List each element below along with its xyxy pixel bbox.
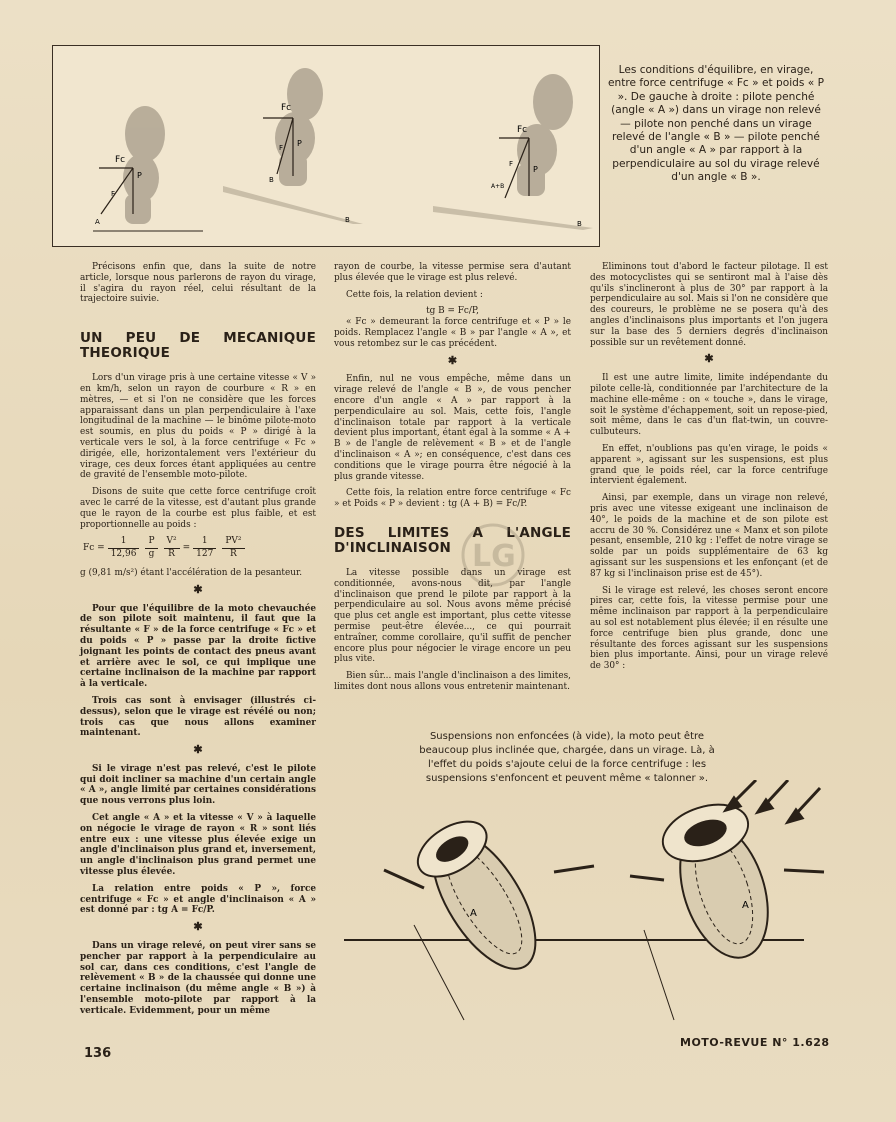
issue-footer: MOTO-REVUE N° 1.628 bbox=[680, 1036, 830, 1049]
col1-p6: Si le virage n'est pas relevé, c'est le pilote qui doit incliner sa machine d'un certain angle « A », angle limité par certaines considérations que nous verrons plus loin. bbox=[80, 763, 316, 807]
column-1 bbox=[80, 262, 316, 1023]
col3-p5: Si le virage est relevé, les choses seront encore pires car, cette fois, la vitesse permise pour une même inclinaison par rapport à la perpendiculaire au sol est notablement plus élevée; il en résulte une force centrifuge bien plus grande, donc une résultante des forces agissant sur les suspensions bien plus importante. Ainsi, pour un virage relevé de 30° : bbox=[590, 585, 828, 672]
column-2 bbox=[334, 262, 571, 699]
formula-t1-num: 1 bbox=[108, 536, 140, 548]
col3-p2: Il est une autre limite, limite indépendante du pilote celle-là, conditionnée par l'architecture de la machine elle-même : on « touche », dans le virage, soit le système d'échappement, soit un repose-pied, soit même, dans le cas d'un flat-twin, un couvre-culbuteurs. bbox=[590, 373, 828, 438]
separator-star-4: ✱ bbox=[447, 353, 458, 367]
formula-t5-num: PV² bbox=[222, 536, 244, 548]
col1-p1: Lors d'un virage pris à une certaine vitesse « V » en km/h, selon un rayon de courbure « R » en mètres, — et si l'on ne considère que les forces apparaissant dans un plan perpendiculaire à l'axe longitudinal de la machine — le binôme pilote-moto est soumis, en plus du poids « P » dirigé à la verticale vers le sol, à la force centrifuge « Fc » dirigée, elle, horizontalement vers l'extérieur du virage, ces deux forces étant appliquées au centre de gravité de l'ensemble moto-pilote. bbox=[80, 373, 316, 481]
formula-t3-num: V² bbox=[164, 536, 180, 548]
angle-line-right bbox=[644, 930, 674, 1020]
tyre-unloaded bbox=[408, 810, 557, 986]
centrifugal-formula bbox=[80, 536, 316, 560]
label-fc-2: Fc bbox=[281, 103, 292, 113]
label-b-road-2: B bbox=[345, 216, 350, 224]
label-p-3: P bbox=[533, 165, 538, 174]
formula-t2-num: P bbox=[145, 536, 157, 548]
label-b-2: B bbox=[269, 176, 274, 184]
col1-p9: Dans un virage relevé, on peut virer sans se pencher par rapport à la perpendiculaire au sol car, dans ces conditions, c'est l'angle de relèvement « B » de la chaussée qui donne une certaine inclinaison (du même angle « B ») à l'ensemble moto-pilote par rapport à la verticale. Evidemment, pour un même bbox=[80, 941, 316, 1016]
formula-eq-1: = bbox=[182, 542, 191, 553]
label-a-left: A bbox=[470, 908, 477, 919]
label-b-road-3: B bbox=[577, 220, 582, 228]
tyre-loaded bbox=[656, 795, 788, 971]
col1-p4: Pour que l'équilibre de la moto chevauchée de son pilote soit maintenu, il faut que la résultante « F » de la force centrifuge « Fc » et du poids « P » passe par la droite fictive joignant les points de contact des pneus avant et arrière avec le sol, ce qui implique une certaine inclinaison de la machine par rapport à la verticale. bbox=[80, 603, 316, 690]
col3-p3: En effet, n'oublions pas qu'en virage, le poids « apparent », agissant sur les suspensions, est plus grand que le poids réel, car la force centrifuge intervient également. bbox=[590, 443, 828, 487]
watermark-logo bbox=[448, 520, 538, 590]
formula-t5-den: R bbox=[230, 549, 237, 560]
separator-star-5: ✱ bbox=[704, 352, 714, 366]
col1-p5: Trois cas sont à envisager (illustrés ci-dessus), selon que le virage est révélé ou non; trois cas que nous allons examiner maintenant. bbox=[80, 695, 316, 739]
label-p-1: P bbox=[137, 171, 142, 180]
rider-silhouette-1 bbox=[123, 106, 165, 224]
col2-p6: La vitesse possible dans un virage est conditionnée, avons-nous dit, par l'angle d'inclinaison que prend le pilote par rapport à la perpendiculaire au sol. Nous avons même précisé que plus cet angle est important, plus cette vitesse permise peut-être élevée..., ce qui pourrait entraîner, comme corollaire, qu'il suffit de pencher encore plus pour négocier le virage encore un peu plus vite. bbox=[334, 567, 571, 665]
watermark-text: LG bbox=[472, 539, 516, 574]
equilibrium-figure bbox=[52, 45, 600, 247]
rider-silhouette-3 bbox=[517, 74, 573, 196]
col2-p5: Cette fois, la relation entre force centrifuge « Fc » et Poids « P » devient : tg (A + B) = Fc/P. bbox=[334, 488, 571, 510]
label-f-2: F bbox=[279, 144, 284, 152]
col2-p4: Enfin, nul ne vous empêche, même dans un virage relevé de l'angle « B », de vous pencher encore d'un angle « A » par rapport à la perpendiculaire au sol. Mais, cette fois, l'angle d'inclinaison totale par rapport à la verticale devient plus important, étant égal à la somme « A + B » de l'angle de relèvement « B » et de l'angle d'inclinaison « A »; en conséquence, c'est dans ces conditions que le virage pourra être négocié à la plus grande vitesse. bbox=[334, 374, 571, 482]
formula-t2-den: g bbox=[148, 549, 155, 560]
figure-caption-top: Les conditions d'équilibre, en virage, entre force centrifuge « Fc » et poids « P ». De gauche à droite : pilote penché (angle « A ») dans un virage non relevé — pilote non penché dans un virage relevé de l'angle « B » — pilote penché d'un angle « A » par rapport à la perpendiculaire au sol du virage relevé d'un angle « B ». bbox=[607, 64, 825, 184]
label-a-1: A bbox=[95, 218, 100, 226]
formula-t1-den: 12,96 bbox=[110, 549, 137, 560]
separator-star-1: ✱ bbox=[193, 582, 203, 596]
label-a-right: A bbox=[742, 900, 749, 911]
label-a-plus-b-3: A+B bbox=[491, 183, 505, 190]
separator-star-2: ✱ bbox=[193, 743, 203, 757]
label-fc-1: Fc bbox=[115, 155, 126, 165]
col1-p3: g (9,81 m/s²) étant l'accélération de la pesanteur. bbox=[80, 567, 303, 578]
label-f-3: F bbox=[509, 160, 514, 168]
formula-t3-den: R bbox=[168, 549, 175, 560]
col1-p7: Cet angle « A » et la vitesse « V » à laquelle on négocie le virage de rayon « R » sont liés entre eux : une vitesse plus élevée exige un angle d'inclinaison plus grand et, inversement, un angle d'inclinaison plus grand permet une vitesse plus élevée. bbox=[80, 813, 316, 878]
col2-eq1: tg B = Fc/P, bbox=[426, 306, 479, 317]
col1-intro: Précisons enfin que, dans la suite de notre article, lorsque nous parlerons de rayon du virage, il s'agira du rayon réel, celui résultant de la trajectoire suivie. bbox=[80, 262, 316, 305]
label-fc-3: Fc bbox=[517, 125, 528, 135]
col2-p2: Cette fois, la relation devient : bbox=[346, 289, 483, 300]
formula-t4-num: 1 bbox=[193, 536, 216, 548]
label-f-1: F bbox=[111, 190, 116, 198]
column-3 bbox=[590, 262, 828, 678]
col1-p8: La relation entre poids « P », force centrifuge « Fc » et angle d'inclinaison « A » est donné par : tg A = Fc/P. bbox=[80, 883, 316, 916]
formula-t4-den: 127 bbox=[196, 549, 214, 560]
figure-caption-bottom: Suspensions non enfoncées (à vide), la moto peut être beaucoup plus inclinée que, chargée, dans un virage. Là, à l'effet du poids s'ajoute celui de la force centrifuge : les suspensions s'enfoncent et peuvent même « talonner ». bbox=[419, 731, 715, 784]
heading-limites: DES LIMITES A L'ANGLE D'INCLINAISON bbox=[334, 524, 571, 556]
separator-star-3: ✱ bbox=[193, 920, 203, 934]
page-number: 136 bbox=[84, 1046, 112, 1061]
col3-p4: Ainsi, par exemple, dans un virage non relevé, pris avec une vitesse exigeant une inclinaison de 40°, le poids de la machine et de son pilote est accru de 30 %. Considérez une « Manx et son pilote pesant, ensemble, 210 kg : l'effet de notre virage se solde par un poids supplémentaire de 63 kg agissant sur les suspensions et les enfonçant (et de 87 kg si l'inclinaison prise est de 45°). bbox=[590, 493, 828, 579]
col3-p1: Eliminons tout d'abord le facteur pilotage. Il est des motocyclistes qui se sentiront mal à l'aise dès qu'ils s'inclineront à plus de 30° par rapport à la perpendiculaire au sol. Mais si l'on ne considère que des coureurs, le problème ne se posera qu'à des angles d'inclinaisons plus importants et l'on jugera sur la base des 5 derniers degrés d'inclinaison possible sur un revêtement donné. bbox=[590, 262, 828, 348]
rider-silhouette-2 bbox=[275, 68, 323, 186]
col2-p3: « Fc » demeurant la force centrifuge et « P » le poids. Remplacez l'angle « B » par l'angle « A », et vous retombez sur le cas précédent. bbox=[334, 317, 571, 349]
col2-p7: Bien sûr... mais l'angle d'inclinaison a des limites, limites dont nous allons vous entretenir maintenant. bbox=[334, 671, 571, 692]
col1-p2: Disons de suite que cette force centrifuge croît avec le carré de la vitesse, est d'autant plus grande que le rayon de la courbe est plus faible, et est proportionnelle au poids : bbox=[80, 487, 316, 530]
equilibrium-diagram bbox=[53, 46, 599, 246]
col2-p1: rayon de courbe, la vitesse permise sera d'autant plus élevée que le virage est plus relevé. bbox=[334, 262, 571, 283]
formula-lhs: Fc = bbox=[83, 542, 105, 553]
label-p-2: P bbox=[297, 139, 302, 148]
heading-mecanique: UN PEU DE MECANIQUE THEORIQUE bbox=[80, 330, 316, 362]
suspension-figure bbox=[344, 780, 864, 1030]
